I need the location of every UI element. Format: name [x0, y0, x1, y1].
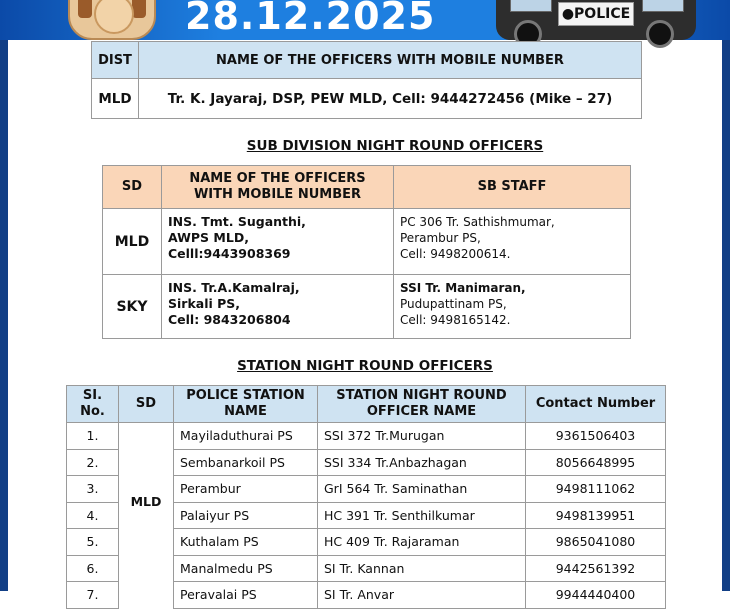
header-contact: Contact Number: [526, 386, 666, 423]
contact-cell: 9361506403: [526, 423, 666, 450]
left-border: [0, 40, 8, 591]
contact-cell: 9498111062: [526, 476, 666, 503]
header-line: NAME: [224, 404, 267, 419]
sb-staff-cell: [394, 275, 631, 339]
sl-no-cell: 7.: [67, 582, 119, 609]
station-cell: Manalmedu PS: [174, 555, 318, 582]
district-officer-table: [91, 41, 642, 119]
contact-cell: 9442561392: [526, 555, 666, 582]
header-police-station: [174, 386, 318, 423]
police-jeep-icon: [496, 0, 696, 40]
bulletin-date: 28.12.2025: [185, 0, 436, 38]
officer-line: AWPS MLD,: [168, 230, 249, 245]
officer-phone: Cell: 9843206804: [168, 312, 291, 327]
table-row: [103, 275, 631, 339]
contact-cell: 8056648995: [526, 449, 666, 476]
table-header-row: [103, 166, 631, 209]
sd-group-cell: [119, 423, 174, 609]
sb-staff-cell: [394, 209, 631, 275]
officer-cell: HC 391 Tr. Senthilkumar: [318, 502, 526, 529]
officer-line: Sirkali PS,: [168, 296, 241, 311]
table-header-row: [92, 42, 642, 79]
officer-cell: SI Tr. Anvar: [318, 582, 526, 609]
officer-cell: [162, 209, 394, 275]
officer-cell: SI Tr. Kannan: [318, 555, 526, 582]
contact-cell: 9865041080: [526, 529, 666, 556]
sl-no-cell: 1.: [67, 423, 119, 450]
officer-cell: HC 409 Tr. Rajaraman: [318, 529, 526, 556]
table-header-row: [67, 386, 666, 423]
station-cell: Peravalai PS: [174, 582, 318, 609]
station-cell: Kuthalam PS: [174, 529, 318, 556]
officer-cell: Tr. K. Jayaraj, DSP, PEW MLD, Cell: 9444272456 (Mike – 27): [139, 79, 642, 119]
sl-no-cell: 5.: [67, 529, 119, 556]
header-sb-staff: SB STAFF: [394, 166, 631, 209]
sb-line: SSI Tr. Manimaran,: [400, 281, 526, 295]
contact-cell: 9944440400: [526, 582, 666, 609]
header-line: SI.: [82, 388, 103, 403]
dist-cell: MLD: [92, 79, 139, 119]
table-row: [92, 79, 642, 119]
sl-no-cell: 4.: [67, 502, 119, 529]
sd-cell: SKY: [103, 275, 162, 339]
officer-cell: [162, 275, 394, 339]
header-officer-name: [162, 166, 394, 209]
officer-cell: SSI 334 Tr.Anbazhagan: [318, 449, 526, 476]
sl-no-cell: 6.: [67, 555, 119, 582]
officer-phone: Celll:9443908369: [168, 246, 291, 261]
station-cell: Mayiladuthurai PS: [174, 423, 318, 450]
header-line: No.: [80, 404, 105, 419]
officer-line: INS. Tmt. Suganthi,: [168, 214, 306, 229]
header-banner: [0, 0, 730, 40]
station-cell: Palaiyur PS: [174, 502, 318, 529]
sl-no-cell: 2.: [67, 449, 119, 476]
station-cell: Sembanarkoil PS: [174, 449, 318, 476]
station-title: STATION NIGHT ROUND OFFICERS: [237, 358, 493, 374]
right-border: [722, 40, 730, 591]
sb-phone: Cell: 9498200614.: [400, 247, 511, 261]
header-line: STATION NIGHT ROUND: [336, 388, 507, 403]
sd-cell: MLD: [103, 209, 162, 275]
contact-cell: 9498139951: [526, 502, 666, 529]
header-line: POLICE STATION: [186, 388, 305, 403]
police-plate: ●POLICE: [558, 2, 634, 26]
officer-line: INS. Tr.A.Kamalraj,: [168, 280, 300, 295]
table-row: [103, 209, 631, 275]
header-sl-no: [67, 386, 119, 423]
sb-line: PC 306 Tr. Sathishmumar,: [400, 215, 555, 229]
header-dist: DIST: [92, 42, 139, 79]
table-row: [67, 423, 666, 450]
header-officer-name: NAME OF THE OFFICERS WITH MOBILE NUMBER: [139, 42, 642, 79]
header-line: WITH MOBILE NUMBER: [193, 187, 362, 202]
station-table: [66, 385, 666, 609]
police-emblem-icon: [68, 0, 156, 40]
header-sd: SD: [119, 386, 174, 423]
sb-line: Pudupattinam PS,: [400, 297, 507, 311]
header-sd: SD: [103, 166, 162, 209]
header-officer-name: [318, 386, 526, 423]
header-line: OFFICER NAME: [366, 404, 477, 419]
sb-line: Perambur PS,: [400, 231, 481, 245]
header-line: NAME OF THE OFFICERS: [189, 171, 366, 186]
officer-cell: GrI 564 Tr. Saminathan: [318, 476, 526, 503]
officer-cell: SSI 372 Tr.Murugan: [318, 423, 526, 450]
sd-group-label: MLD: [130, 494, 162, 509]
station-cell: Perambur: [174, 476, 318, 503]
subdivision-table: [102, 165, 631, 339]
sb-phone: Cell: 9498165142.: [400, 313, 511, 327]
sl-no-cell: 3.: [67, 476, 119, 503]
subdivision-title: SUB DIVISION NIGHT ROUND OFFICERS: [246, 138, 544, 154]
